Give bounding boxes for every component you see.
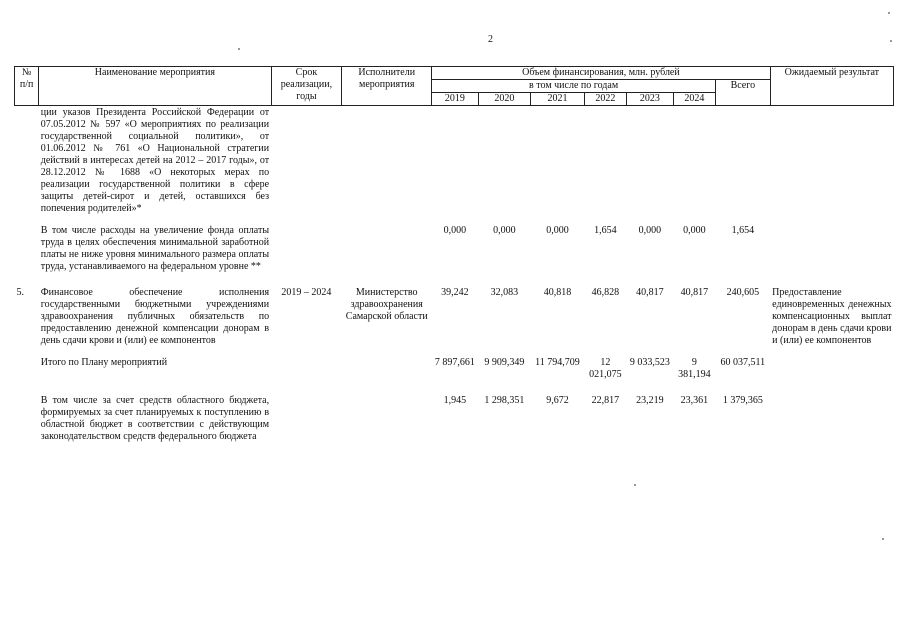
row-name: В том числе расходы на увеличение фонда оплаты труда в целях обеспечения минимальной заработной платы не ниже уровня минимального размера оплаты труда, устанавливаемого на федеральном уровне ** <box>40 225 270 272</box>
row-num <box>15 106 39 216</box>
row-value: 0,000 <box>443 225 467 236</box>
row-value <box>627 106 673 216</box>
header-year: 2019 <box>432 93 478 106</box>
row-value: 9 909,349 <box>484 357 525 368</box>
row-result <box>770 215 893 273</box>
scan-speck <box>890 40 892 42</box>
row-num <box>15 215 39 273</box>
row-value: 23,361 <box>680 395 709 406</box>
row-value <box>478 106 531 216</box>
row-total: 240,605 <box>726 287 760 298</box>
row-term <box>271 381 342 443</box>
table-row <box>15 381 894 443</box>
row-value: 0,000 <box>493 225 516 236</box>
header-result: Ожидаемый результат <box>770 67 893 106</box>
row-value <box>673 106 715 216</box>
row-executor <box>342 106 432 216</box>
page-number: 2 <box>488 34 493 45</box>
row-value <box>531 106 585 216</box>
table-row <box>15 106 894 216</box>
row-value: 32,083 <box>490 287 519 298</box>
row-value: 40,818 <box>543 287 572 298</box>
row-term <box>271 215 342 273</box>
header-total: Всего <box>716 80 771 106</box>
row-name: Итого по Плану мероприятий <box>40 357 168 368</box>
header-year: 2020 <box>478 93 531 106</box>
row-value <box>584 106 626 216</box>
row-total: 1,654 <box>731 225 755 236</box>
row-value: 9,672 <box>546 395 569 406</box>
row-value: 7 897,661 <box>434 357 475 368</box>
row-num: 5. <box>16 287 24 298</box>
row-value: 40,817 <box>636 287 664 298</box>
row-value: 22,817 <box>591 395 620 406</box>
action-plan-table <box>14 66 894 443</box>
row-num <box>15 381 39 443</box>
row-value: 11 794,709 <box>535 357 580 368</box>
row-name: ции указов Президента Российской Федерации от 07.05.2012 № 597 «О мероприятиях по реализации государственной социальной политики», от 01.06.2012 № 761 «О Национальной стратегии действий в интересах детей на 2012 – 2017 годы», от 28.12.2012 № 1688 «О некоторых мерах по реализации государственной политики в сфере защиты детей-сирот и детей, оставшихся без попечения родителей»* <box>40 107 270 214</box>
row-term <box>271 347 342 381</box>
row-total: 60 037,511 <box>720 357 766 368</box>
row-value: 9 381,194 <box>678 357 711 380</box>
table-row <box>15 347 894 381</box>
header-year: 2024 <box>673 93 715 106</box>
row-result <box>770 381 893 443</box>
row-num <box>15 347 39 381</box>
header-by-years: в том числе по годам <box>432 80 716 93</box>
header-year: 2022 <box>584 93 626 106</box>
row-value: 1,654 <box>594 225 617 236</box>
row-executor <box>342 215 432 273</box>
row-result <box>770 106 893 216</box>
scan-speck <box>634 484 636 486</box>
row-term: 2019 – 2024 <box>281 287 332 298</box>
row-value: 0,000 <box>683 225 706 236</box>
row-executor <box>342 381 432 443</box>
scan-speck <box>882 538 884 540</box>
row-value: 39,242 <box>441 287 469 298</box>
row-value: 46,828 <box>591 287 620 298</box>
row-term <box>271 106 342 216</box>
row-value: 9 033,523 <box>629 357 670 368</box>
row-result <box>770 347 893 381</box>
row-executor <box>342 347 432 381</box>
scan-speck <box>888 12 890 14</box>
row-value: 1 298,351 <box>484 395 525 406</box>
header-year: 2023 <box>627 93 673 106</box>
scan-speck <box>238 48 240 50</box>
row-name: Финансовое обеспечение исполнения государственными бюджетными учреждениями здравоохранения публичных обязательств по предоставлению денежной компенсации донорам в день сдачи крови и (или) ее компонентов <box>40 287 270 346</box>
row-value: 40,817 <box>680 287 709 298</box>
header-year: 2021 <box>531 93 585 106</box>
row-value: 0,000 <box>546 225 569 236</box>
row-total <box>716 106 771 216</box>
row-result: Предоставление единовременных денежных компенсационных выплат донорам в день сдачи крови и (или) ее компонентов <box>772 287 892 346</box>
row-name: В том числе за счет средств областного бюджета, формируемых за счет планируемых к поступлению в областной бюджет в соответствии с действующим законодательством средств федерального бюджета <box>40 395 270 442</box>
header-executor: Исполнители мероприятия <box>342 67 432 106</box>
header-name: Наименование мероприятия <box>39 67 271 106</box>
header-funding: Объем финансирования, млн. рублей <box>432 67 770 80</box>
row-value <box>432 106 478 216</box>
row-executor: Министерство здравоохранения Самарской области <box>345 287 428 322</box>
row-total: 1 379,365 <box>722 395 763 406</box>
row-value: 23,219 <box>636 395 664 406</box>
table-row <box>15 215 894 273</box>
table-row <box>15 273 894 347</box>
header-term: Срок реализации, годы <box>271 67 342 106</box>
row-value: 0,000 <box>638 225 662 236</box>
row-value: 1,945 <box>443 395 467 406</box>
header-num: № п/п <box>15 67 39 106</box>
row-value: 12 021,075 <box>589 357 622 380</box>
